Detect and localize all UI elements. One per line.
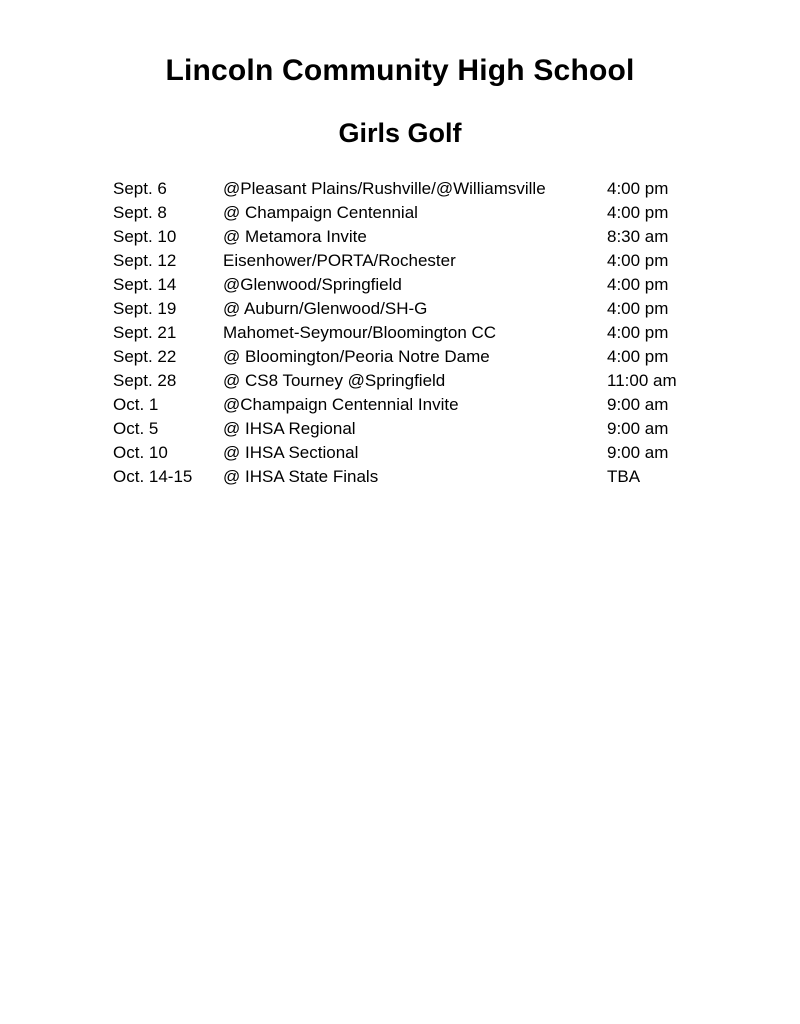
table-row (113, 297, 693, 321)
date-cell: Sept. 28 (113, 371, 177, 390)
table-row (113, 417, 693, 441)
event-cell: @ Champaign Centennial (223, 203, 418, 222)
date-cell: Sept. 12 (113, 251, 177, 270)
table-row (113, 393, 693, 417)
table-row (113, 225, 693, 249)
time-cell: 9:00 am (607, 419, 669, 438)
time-cell: 4:00 pm (607, 347, 669, 366)
event-cell: @Glenwood/Springfield (223, 275, 402, 294)
event-cell: @Pleasant Plains/Rushville/@Williamsville (223, 179, 546, 198)
event-cell: @ IHSA State Finals (223, 467, 379, 486)
date-cell: Sept. 21 (113, 323, 177, 342)
time-cell: TBA (607, 467, 641, 486)
event-cell: @ IHSA Regional (223, 419, 356, 438)
date-cell: Sept. 6 (113, 179, 167, 198)
table-row (113, 177, 693, 201)
event-cell: @ CS8 Tourney @Springfield (223, 371, 446, 390)
time-cell: 4:00 pm (607, 275, 669, 294)
event-cell: @Champaign Centennial Invite (223, 395, 459, 414)
event-cell: @ Auburn/Glenwood/SH-G (223, 299, 428, 318)
date-cell: Oct. 1 (113, 395, 159, 414)
date-cell: Oct. 10 (113, 443, 168, 462)
table-row (113, 369, 693, 393)
table-row (113, 345, 693, 369)
time-cell: 4:00 pm (607, 179, 669, 198)
table-row (113, 321, 693, 345)
date-cell: Sept. 22 (113, 347, 177, 366)
time-cell: 11:00 am (607, 371, 677, 390)
page-title: Lincoln Community High School (165, 54, 635, 87)
time-cell: 8:30 am (607, 227, 669, 246)
table-row (113, 273, 693, 297)
date-cell: Oct. 5 (113, 419, 159, 438)
table-row (113, 441, 693, 465)
date-cell: Sept. 14 (113, 275, 177, 294)
date-cell: Oct. 14-15 (113, 467, 193, 486)
time-cell: 9:00 am (607, 395, 669, 414)
event-cell: @ Metamora Invite (223, 227, 367, 246)
table-row (113, 249, 693, 273)
event-cell: @ Bloomington/Peoria Notre Dame (223, 347, 490, 366)
time-cell: 4:00 pm (607, 203, 669, 222)
date-cell: Sept. 10 (113, 227, 177, 246)
event-cell: Mahomet-Seymour/Bloomington CC (223, 323, 497, 342)
page-subtitle: Girls Golf (338, 118, 462, 148)
time-cell: 4:00 pm (607, 299, 669, 318)
table-row (113, 201, 693, 225)
table-row (113, 465, 693, 489)
date-cell: Sept. 8 (113, 203, 167, 222)
time-cell: 9:00 am (607, 443, 669, 462)
time-cell: 4:00 pm (607, 323, 669, 342)
time-cell: 4:00 pm (607, 251, 669, 270)
schedule-table (113, 177, 693, 489)
event-cell: @ IHSA Sectional (223, 443, 359, 462)
event-cell: Eisenhower/PORTA/Rochester (223, 251, 456, 270)
date-cell: Sept. 19 (113, 299, 177, 318)
